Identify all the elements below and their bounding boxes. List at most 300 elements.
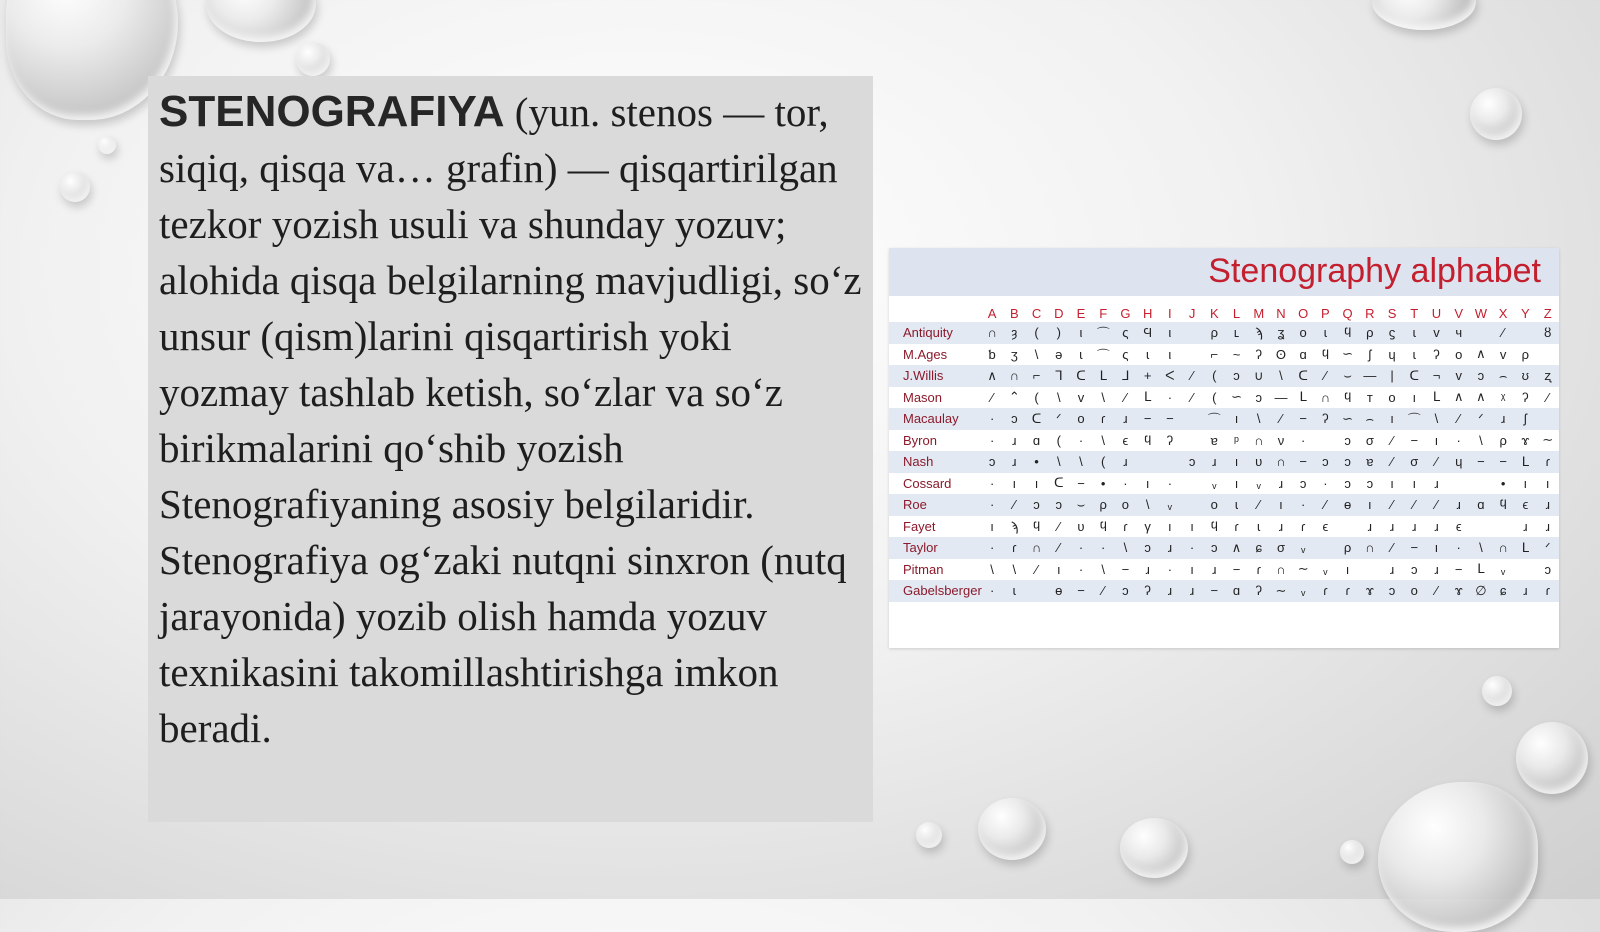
shorthand-symbol: ɤ (1521, 432, 1530, 448)
shorthand-symbol: ∩ (1365, 540, 1375, 556)
shorthand-symbol: ( (1212, 368, 1217, 384)
shorthand-symbol: ∩ (1031, 540, 1042, 556)
shorthand-symbol: ( (1034, 389, 1039, 405)
letter-header-f: F (1099, 305, 1108, 321)
shorthand-symbol: ⌢ (1498, 367, 1508, 383)
shorthand-symbol: ᵥ (1301, 583, 1306, 599)
shorthand-symbol: ı (1168, 518, 1172, 534)
shorthand-symbol: \ (990, 561, 994, 577)
shorthand-symbol: ı (1345, 561, 1350, 577)
shorthand-symbol: ɹ (1500, 411, 1506, 427)
shorthand-symbol: ᑕ (1054, 475, 1064, 491)
water-drop-decoration (1378, 782, 1538, 932)
letter-header-m: M (1253, 305, 1265, 321)
shorthand-symbol: ᒪ (1521, 539, 1529, 555)
definition-body: (yun. stenos — tor, siqiq, qisqa va… grafin) — qisqartirilgan tezkor yozish usuli va shunday yozuv; alohida qisqa belgilarning mavjudligi, so‘z unsur (qism)larini qisqartirish yoki yozmay tashlab ketish, so‘zlar va so‘z birikmalarini qo‘shib yozish Stenografiyaning asosiy belgilaridir. Stenografiya og‘zaki nutqni sinxron (nutq jarayonida) yozib olish hamda yozuv texnikasini takomillashtirishga imkon beradi. (159, 89, 862, 751)
shorthand-symbol: ᒪ (1432, 389, 1441, 405)
shorthand-symbol: ɾ (1301, 518, 1306, 534)
shorthand-symbol: • (1034, 454, 1039, 470)
shorthand-symbol: ɥ (1388, 346, 1396, 362)
shorthand-symbol: ɹ (1167, 540, 1173, 556)
shorthand-symbol: v (1433, 325, 1440, 341)
shorthand-symbol: ⁄ (1013, 497, 1016, 513)
shorthand-symbol: ρ (1099, 497, 1107, 513)
shorthand-symbol: ɔ (1344, 432, 1351, 448)
shorthand-symbol: ɹ (1212, 561, 1217, 577)
shorthand-symbol: ɔ (1211, 540, 1218, 556)
shorthand-symbol: ᒪ (1299, 389, 1307, 405)
shorthand-symbol: \ (1056, 454, 1061, 470)
water-drop-decoration (296, 42, 330, 76)
shorthand-symbol: · (1123, 475, 1128, 491)
system-name: Cossard (903, 475, 952, 491)
shorthand-symbol: · (1189, 540, 1195, 556)
shorthand-symbol: ɕ (1255, 540, 1262, 556)
shorthand-symbol: ∩ (1276, 561, 1286, 577)
shorthand-symbol: \ (1434, 411, 1439, 427)
shorthand-symbol: ∩ (1254, 432, 1264, 448)
shorthand-symbol: ɔ (1122, 583, 1129, 599)
shorthand-symbol (1314, 537, 1336, 559)
shorthand-symbol: ϥ (1499, 497, 1507, 513)
shorthand-symbol: · (1078, 540, 1084, 556)
shorthand-symbol: ∽ (1231, 389, 1242, 405)
shorthand-symbol: γ (1144, 518, 1151, 534)
shorthand-symbol: ɩ (1235, 497, 1238, 513)
shorthand-symbol: ⁄ (1390, 454, 1394, 470)
shorthand-symbol: ⁄ (991, 389, 994, 405)
letter-header-q: Q (1342, 305, 1353, 321)
shorthand-symbol: ɹ (1389, 518, 1395, 534)
shorthand-symbol: ( (1212, 389, 1217, 405)
shorthand-symbol: ɹ (1389, 561, 1395, 577)
shorthand-symbol: ⌐ (1210, 346, 1219, 362)
shorthand-symbol: ɐ (1366, 454, 1374, 470)
shorthand-symbol (1448, 473, 1470, 495)
shorthand-symbol: ᒪ (1521, 453, 1529, 469)
water-drop-decoration (1120, 818, 1188, 878)
shorthand-symbol: ϡ (1010, 518, 1019, 534)
shorthand-symbol: ɹ (1523, 518, 1528, 534)
shorthand-symbol: \ (1101, 432, 1106, 448)
shorthand-symbol: ʐ (1544, 368, 1551, 384)
shorthand-symbol (1470, 473, 1492, 495)
shorthand-symbol: · (1301, 497, 1306, 513)
shorthand-symbol: ı (1190, 518, 1194, 534)
shorthand-symbol: ı (1545, 475, 1550, 491)
shorthand-symbol: ϵ (1122, 432, 1129, 448)
shorthand-symbol: ʔ (1322, 411, 1329, 427)
shorthand-symbol: ɹ (1012, 454, 1017, 470)
shorthand-symbol: ɔ (1011, 411, 1018, 427)
shorthand-symbol: | (1390, 368, 1394, 384)
shorthand-symbol: ɹ (1145, 561, 1150, 577)
shorthand-symbol: ∩ (987, 325, 997, 341)
system-name: Byron (903, 432, 937, 448)
shorthand-symbol: — (1274, 389, 1288, 405)
shorthand-symbol: ᒣ (1054, 367, 1063, 383)
shorthand-symbol: ɹ (1434, 475, 1439, 491)
shorthand-symbol: ᵥ (1501, 561, 1506, 577)
shorthand-symbol: ʔ (1433, 346, 1440, 362)
shorthand-symbol: ɔ (1344, 475, 1351, 491)
system-name: Pitman (903, 561, 944, 577)
shorthand-symbol: ɑ (1299, 346, 1307, 362)
shorthand-symbol: ς (1122, 346, 1129, 362)
letter-header-u: U (1431, 305, 1442, 321)
shorthand-symbol: − (1299, 411, 1307, 427)
shorthand-symbol (1137, 451, 1159, 473)
shorthand-symbol: · (1101, 540, 1106, 556)
shorthand-symbol: • (1500, 475, 1506, 491)
shorthand-symbol: ᵥ (1301, 540, 1306, 556)
letter-header-w: W (1474, 305, 1488, 321)
shorthand-symbol: ɥ (1455, 454, 1463, 470)
system-name: Gabelsberger (903, 583, 982, 599)
shorthand-symbol: ο (1077, 411, 1085, 427)
shorthand-symbol: ↄ (1233, 368, 1240, 384)
shorthand-symbol: ɔ (1188, 454, 1196, 470)
shorthand-symbol (1181, 494, 1203, 516)
shorthand-symbol: ı (1368, 497, 1372, 513)
shorthand-symbol: ϥ (1343, 325, 1352, 341)
shorthand-symbol: ᐟ (1544, 539, 1551, 555)
letter-header-s: S (1387, 305, 1397, 321)
shorthand-symbol: ı (1145, 475, 1150, 491)
alphabet-table (889, 304, 1559, 602)
shorthand-symbol: ϥ (1032, 518, 1041, 534)
shorthand-symbol: \ (1479, 432, 1483, 448)
shorthand-symbol: ɹ (1412, 518, 1417, 534)
shorthand-symbol (1181, 430, 1203, 452)
shorthand-symbol: ϥ (1144, 432, 1152, 448)
shorthand-symbol: ɔ (1411, 561, 1418, 577)
shorthand-symbol: ɔ (1055, 497, 1063, 513)
shorthand-symbol (1181, 408, 1203, 430)
shorthand-symbol: ʔ (1255, 583, 1262, 599)
definition-paragraph (159, 84, 863, 756)
shorthand-symbol: υ (1255, 454, 1263, 470)
system-row (889, 516, 1559, 538)
water-drop-decoration (1516, 722, 1588, 794)
shorthand-symbol: ɹ (1189, 583, 1195, 599)
definition-term: STENOGRAFIYA (159, 87, 505, 136)
shorthand-symbol: ʊ (1521, 368, 1530, 384)
shorthand-symbol: ∩ (1320, 389, 1331, 405)
shorthand-symbol: ϥ (1210, 518, 1218, 534)
shorthand-symbol: − (1410, 540, 1419, 556)
shorthand-symbol: − (1299, 454, 1307, 470)
shorthand-symbol: ƅ (988, 346, 996, 362)
shorthand-symbol: Ϥ (1143, 325, 1153, 341)
shorthand-symbol: ɔ (988, 454, 996, 470)
shorthand-symbol: ⁄ (1413, 497, 1416, 513)
system-row (889, 344, 1559, 366)
shorthand-symbol: ↄ (1255, 389, 1262, 405)
shorthand-symbol: v (1455, 368, 1462, 384)
shorthand-symbol: ⁄ (1057, 540, 1060, 556)
shorthand-symbol: ʔ (1144, 583, 1151, 599)
letter-header-a: A (987, 305, 997, 321)
shorthand-symbol: ᐟ (1478, 410, 1484, 426)
shorthand-symbol: ο (1121, 497, 1130, 513)
shorthand-symbol: ᒧ (1121, 367, 1130, 383)
system-row (889, 580, 1559, 602)
shorthand-symbol: ɾ (1012, 540, 1017, 556)
shorthand-symbol: · (989, 475, 995, 491)
shorthand-symbol: ρ (1366, 325, 1374, 341)
shorthand-symbol: ɑ (1032, 432, 1041, 448)
shorthand-symbol (1514, 322, 1536, 344)
shorthand-symbol: ⌐ (1032, 368, 1041, 384)
letter-header-v: V (1454, 305, 1464, 321)
shorthand-symbol: ᐸ (1165, 367, 1175, 383)
shorthand-symbol: ı (1390, 475, 1394, 491)
shorthand-symbol: ɵ (1343, 497, 1352, 513)
water-drop-decoration (206, 0, 316, 42)
shorthand-symbol: ⌒ (1207, 412, 1221, 428)
shorthand-symbol: \ (1256, 411, 1261, 427)
corner-cell (889, 304, 981, 322)
shorthand-symbol: − (1499, 454, 1507, 470)
shorthand-symbol: ∼ (1275, 582, 1287, 598)
shorthand-symbol: — (1363, 368, 1377, 384)
shorthand-symbol: ⁄ (1390, 432, 1394, 448)
shorthand-symbol: ⁄ (1546, 389, 1549, 405)
shorthand-symbol (1470, 322, 1492, 344)
shorthand-symbol: ʔ (1166, 432, 1174, 448)
shorthand-symbol (1514, 559, 1536, 581)
shorthand-symbol: ⁄ (1257, 497, 1260, 513)
system-name: Nash (903, 454, 934, 470)
shorthand-symbol: ɾ (1545, 583, 1550, 599)
shorthand-symbol: ⁄ (1435, 454, 1438, 470)
water-drop-decoration (1470, 88, 1522, 140)
shorthand-symbol: ı (1056, 561, 1061, 577)
shorthand-symbol: ρ (1521, 346, 1530, 362)
shorthand-symbol: ɐ (1210, 432, 1218, 448)
shorthand-symbol: ϵ (1322, 518, 1329, 534)
shorthand-symbol: ο (1388, 389, 1396, 405)
water-drop-decoration (1340, 840, 1364, 864)
shorthand-symbol: σ (1365, 432, 1374, 448)
shorthand-symbol: ⁄ (1035, 561, 1038, 577)
shorthand-symbol (1181, 344, 1203, 366)
letter-header-n: N (1276, 305, 1286, 321)
letter-header-j: J (1188, 305, 1196, 321)
shorthand-symbol: ɩ (1146, 346, 1150, 362)
system-name: Fayet (903, 518, 936, 534)
water-drop-decoration (98, 136, 116, 154)
shorthand-symbol: ᒪ (1144, 389, 1152, 405)
shorthand-symbol: ȣ (1544, 325, 1552, 341)
shorthand-symbol: ∧ (1476, 389, 1486, 405)
shorthand-symbol (1181, 473, 1203, 495)
shorthand-symbol: \ (1079, 454, 1083, 470)
shorthand-symbol: ʘ (1275, 346, 1287, 362)
shorthand-symbol: ϵ (1455, 518, 1462, 534)
shorthand-symbol: ı (1190, 561, 1194, 577)
shorthand-symbol: ȝ (1011, 325, 1018, 341)
letter-header-x: X (1498, 305, 1508, 321)
system-name: J.Willis (903, 368, 944, 384)
shorthand-symbol: ɑ (1477, 497, 1485, 513)
shorthand-symbol: ɑ (1232, 583, 1241, 599)
shorthand-symbol: ɩ (1012, 583, 1016, 599)
shorthand-symbol: ⌣ (1343, 367, 1352, 383)
shorthand-symbol: ι (1168, 325, 1172, 341)
shorthand-symbol: ı (1390, 411, 1394, 427)
shorthand-symbol: ɾ (1545, 454, 1550, 470)
shorthand-symbol: · (989, 497, 995, 513)
shorthand-symbol: · (989, 540, 995, 556)
shorthand-symbol: ᵖ (1234, 432, 1239, 448)
letter-header-o: O (1298, 305, 1309, 321)
shorthand-symbol: ( (1056, 432, 1061, 448)
letter-header-p: P (1321, 305, 1330, 321)
system-name: Macaulay (903, 411, 959, 427)
shorthand-symbol: ⁄ (1190, 389, 1194, 405)
shorthand-symbol: − (1121, 561, 1130, 577)
shorthand-symbol: − (1210, 583, 1219, 599)
shorthand-symbol (1359, 559, 1381, 581)
shorthand-symbol: ∧ (1453, 389, 1464, 405)
shorthand-symbol: ϥ (1321, 346, 1329, 362)
shorthand-symbol: ᐟ (1056, 410, 1062, 426)
shorthand-symbol: ɹ (1123, 454, 1128, 470)
shorthand-symbol: ə (1055, 346, 1063, 362)
shorthand-symbol: ч (1455, 325, 1463, 341)
shorthand-symbol: ⌃ (1008, 389, 1020, 405)
shorthand-symbol: ɹ (1545, 518, 1550, 534)
shorthand-symbol: т (1366, 389, 1373, 405)
shorthand-symbol: σ (1410, 454, 1419, 470)
shorthand-symbol (1025, 580, 1047, 602)
shorthand-symbol: ᑕ (1031, 410, 1042, 426)
shorthand-symbol: ı (1279, 497, 1283, 513)
shorthand-symbol: ∩ (1498, 540, 1508, 556)
shorthand-symbol: ɹ (1434, 518, 1439, 534)
shorthand-symbol: ᑕ (1298, 367, 1308, 383)
shorthand-symbol: ᑕ (1076, 367, 1086, 383)
water-drop-decoration (978, 798, 1046, 860)
shorthand-symbol: · (1456, 432, 1461, 448)
shorthand-symbol: ɔ (1033, 497, 1040, 513)
shorthand-symbol: · (1167, 561, 1173, 577)
shorthand-symbol: ⁄ (1190, 368, 1194, 384)
shorthand-symbol: ∧ (1231, 539, 1242, 555)
shorthand-symbol: ı (1012, 475, 1017, 491)
shorthand-symbol (1314, 430, 1336, 452)
shorthand-symbol: · (1456, 540, 1461, 556)
shorthand-symbol: ʓ (1277, 325, 1285, 341)
shorthand-symbol: ɔ (1366, 475, 1374, 491)
shorthand-symbol: ι (1168, 346, 1172, 362)
shorthand-symbol: ʟ (1233, 325, 1240, 341)
shorthand-symbol: ρ (1210, 325, 1218, 341)
shorthand-symbol: − (1166, 411, 1174, 427)
shorthand-symbol: ı (1434, 432, 1439, 448)
shorthand-symbol: ⁄ (1102, 583, 1105, 599)
shorthand-symbol: ⁄ (1390, 540, 1394, 556)
shorthand-symbol: ∽ (1342, 346, 1354, 362)
shorthand-symbol: σ (1276, 540, 1285, 556)
shorthand-symbol: ~ (1232, 346, 1241, 362)
shorthand-symbol: ⁄ (1502, 325, 1505, 341)
shorthand-symbol: ⁄ (1324, 497, 1327, 513)
shorthand-symbol: ⁄ (1279, 411, 1283, 427)
shorthand-symbol: ı (1412, 475, 1417, 491)
shorthand-symbol: v (1077, 389, 1085, 405)
shorthand-symbol: ϡ (1254, 325, 1263, 341)
shorthand-symbol: ɾ (1256, 561, 1261, 577)
shorthand-symbol: ο (1299, 325, 1307, 341)
shorthand-symbol: ᵥ (1256, 475, 1261, 491)
shorthand-symbol: \ (1101, 389, 1106, 405)
letter-header-g: G (1120, 305, 1131, 321)
letter-header-i: I (1168, 305, 1172, 321)
system-row (889, 322, 1559, 344)
shorthand-symbol: ϥ (1343, 389, 1352, 405)
shorthand-symbol: ι (1079, 325, 1083, 341)
shorthand-symbol: ∼ (1542, 432, 1554, 448)
shorthand-symbol: ʔ (1255, 346, 1262, 362)
shorthand-symbol: ᵥ (1323, 561, 1328, 577)
shorthand-symbol: ʃ (1368, 346, 1372, 362)
water-drop-decoration (60, 172, 90, 202)
shorthand-symbol (1470, 516, 1492, 538)
shorthand-symbol: ο (1210, 497, 1218, 513)
shorthand-symbol: ⁄ (1124, 389, 1127, 405)
shorthand-symbol: − (1410, 432, 1419, 448)
shorthand-symbol: ¬ (1432, 368, 1441, 384)
shorthand-symbol: ı (1434, 540, 1439, 556)
shorthand-symbol (1536, 408, 1559, 430)
letter-header-l: L (1232, 305, 1241, 321)
letter-header-h: H (1142, 305, 1153, 321)
shorthand-symbol: ı (1034, 475, 1039, 491)
figure-title: Stenography alphabet (1208, 252, 1541, 290)
shorthand-symbol (1159, 451, 1181, 473)
shorthand-symbol: ɔ (1544, 561, 1551, 577)
shorthand-symbol: \ (1012, 561, 1017, 577)
letter-header-t: T (1410, 305, 1419, 321)
shorthand-symbol: ɹ (1278, 475, 1284, 491)
shorthand-symbol: ↄ (1477, 368, 1485, 384)
shorthand-symbol: ɩ (1079, 346, 1083, 362)
shorthand-symbol: − (1477, 454, 1485, 470)
shorthand-symbol: ᒪ (1477, 561, 1485, 577)
shorthand-symbol: ⌢ (1365, 410, 1375, 426)
shorthand-symbol: • (1100, 475, 1106, 491)
shorthand-symbol: ɔ (1299, 475, 1307, 491)
shorthand-symbol: ɔ (1322, 454, 1329, 470)
shorthand-symbol: ∽ (1342, 410, 1354, 426)
shorthand-symbol: ⌒ (1096, 347, 1110, 363)
shorthand-symbol: ɾ (1323, 583, 1328, 599)
system-name: Roe (903, 497, 927, 513)
shorthand-symbol: − (1077, 583, 1085, 599)
shorthand-symbol: ⁄ (1057, 518, 1060, 534)
shorthand-symbol (1181, 322, 1203, 344)
system-row (889, 494, 1559, 516)
system-row (889, 387, 1559, 409)
shorthand-symbol: ⁄ (1457, 411, 1460, 427)
shorthand-symbol: ɹ (1456, 497, 1461, 513)
shorthand-symbol: ɩ (1323, 325, 1327, 341)
letter-header-r: R (1365, 305, 1375, 321)
water-drop-decoration (1482, 676, 1512, 706)
